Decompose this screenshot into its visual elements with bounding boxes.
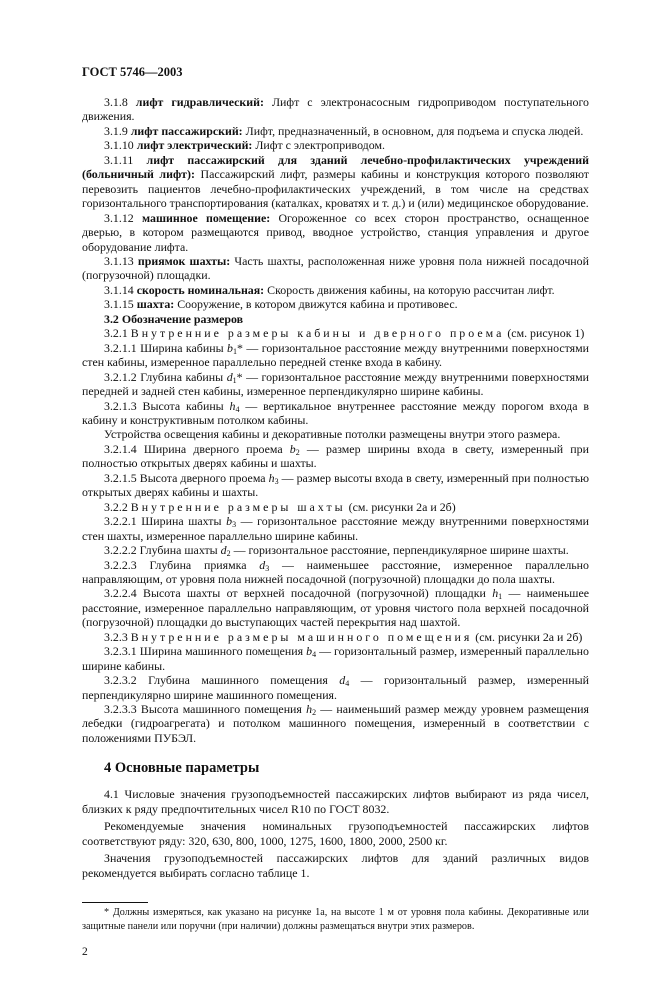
subsection-3-2-3 bbox=[82, 630, 589, 644]
section-4-title: 4 Основные параметры bbox=[104, 760, 260, 777]
para-text: 3.2.2.1 Ширина шахты bbox=[104, 514, 227, 529]
para-text: * — горизонтальное расстояние между внутренними поверхностями передней и задней стен кабины, измеренное перпендикулярно ширине кабины. bbox=[82, 369, 590, 399]
symbol-subscript: 4 bbox=[235, 404, 240, 414]
symbol-subscript: 2 bbox=[295, 447, 300, 457]
paragraph-3-2-1-1 bbox=[82, 341, 589, 370]
symbol: h bbox=[306, 702, 313, 717]
definition-3-1-15 bbox=[82, 297, 589, 311]
def-number: 3.1.13 bbox=[104, 253, 134, 268]
paragraph-3-2-2-3 bbox=[82, 558, 589, 587]
definition-3-1-12 bbox=[82, 211, 589, 254]
paragraph-3-2-2-1 bbox=[82, 514, 589, 543]
symbol-subscript: 2 bbox=[312, 708, 317, 718]
def-number: 3.1.11 bbox=[104, 152, 134, 167]
symbol-subscript: 3 bbox=[232, 520, 237, 530]
paragraph-3-2-2-4 bbox=[82, 586, 589, 629]
def-text: Лифт, предназначенный, в основном, для подъема и спуска людей. bbox=[245, 123, 584, 138]
subsection-title: Внутренние размеры машинного помещения bbox=[130, 629, 473, 644]
definition-3-1-13 bbox=[82, 254, 589, 283]
para-text: — размер ширины входа в свету, измеренный при полностью открытых дверях кабины и шахты. bbox=[82, 441, 589, 471]
def-term: лифт пассажирский: bbox=[130, 123, 243, 138]
symbol: b bbox=[226, 514, 233, 529]
figure-ref: (см. рисунки 2а и 2б) bbox=[348, 499, 456, 514]
def-text: Лифт с электроприводом. bbox=[255, 138, 385, 153]
def-term: машинное помещение: bbox=[141, 210, 271, 225]
para-text: — наименьший размер между уровнем размещения лебедки (гидроагрегата) и потолком машинного помещения, измеренный в соответствии с положениями ПУБЭЛ. bbox=[82, 702, 590, 745]
subsection-number: 3.2.1 bbox=[104, 326, 128, 341]
para-text: 3.2.3.3 Высота машинного помещения bbox=[104, 702, 307, 717]
paragraph-3-2-2-2 bbox=[82, 543, 589, 557]
symbol: h bbox=[492, 586, 499, 601]
def-text: Скорость движения кабины, на которую рассчитан лифт. bbox=[267, 282, 555, 297]
def-term: шахта: bbox=[136, 297, 175, 312]
para-text: * — горизонтальное расстояние между внутренними поверхностями стен кабины, измеренное параллельно передней стенке входа в кабину. bbox=[82, 340, 589, 370]
subsection-title: Внутренние размеры шахты bbox=[130, 499, 346, 514]
definition-3-1-10 bbox=[82, 138, 589, 152]
symbol: d bbox=[339, 673, 346, 688]
para-text: — горизонтальный размер, измеренный перпендикулярно ширине машинного помещения. bbox=[82, 673, 589, 702]
para-text: 3.2.2.4 Высота шахты от верхней посадочной (погрузочной) площадки bbox=[104, 586, 493, 601]
para-text: — горизонтальный размер, измеренный параллельно ширине кабины. bbox=[82, 644, 589, 673]
para-text: — размер высоты входа в свету, измеренный при полностью открытых дверях кабины и шахты. bbox=[82, 470, 590, 500]
def-number: 3.1.9 bbox=[104, 123, 128, 138]
footnote: * Должны измеряться, как указано на рисунке 1а, на высоте 1 м от уровня пола кабины. Декоративные или защитные панели или поручни (при наличии) должны размещаться внутри этих размеров. bbox=[82, 907, 589, 932]
paragraph-3-2-1-2 bbox=[82, 370, 589, 399]
definitions-block bbox=[82, 95, 589, 745]
symbol-subscript: 4 bbox=[345, 679, 350, 689]
para-text: — горизонтальное расстояние между внутренними поверхностями стен шахты, измеренное параллельно ширине кабины. bbox=[82, 514, 589, 543]
subsection-number: 3.2.2 bbox=[104, 499, 128, 514]
para-text: 3.2.2.3 Глубина приямка bbox=[104, 557, 260, 572]
def-text: Лифт с электронасосным гидроприводом поступательного движения. bbox=[82, 95, 589, 124]
symbol-subscript: 1 bbox=[233, 346, 237, 356]
symbol-subscript: 3 bbox=[265, 563, 270, 573]
definition-3-1-14 bbox=[82, 283, 589, 297]
para-text: 3.2.1.2 Глубина кабины bbox=[104, 369, 227, 384]
def-term: лифт электрический: bbox=[136, 138, 253, 153]
subsection-number: 3.2.3 bbox=[104, 629, 128, 644]
paragraph-3-2-1-3-note: Устройства освещения кабины и декоративные потолки размещены внутри этого размера. bbox=[104, 427, 561, 442]
def-number: 3.1.15 bbox=[104, 297, 134, 312]
page-number: 2 bbox=[82, 946, 88, 959]
subsection-3-2-2 bbox=[82, 500, 589, 514]
para-text: — горизонтальное расстояние, перпендикулярное ширине шахты. bbox=[230, 543, 569, 558]
para-text: — наименьшее расстояние, измеренное параллельно направляющим, от уровня пола нижней посадочной (погрузочной) площадки до пола шахты. bbox=[82, 557, 589, 586]
def-number: 3.1.10 bbox=[104, 138, 134, 153]
para-text: 3.2.2.2 Глубина шахты bbox=[104, 543, 221, 558]
symbol: h bbox=[229, 398, 236, 413]
symbol: b bbox=[306, 644, 313, 659]
paragraph-3-2-3-1 bbox=[82, 644, 589, 673]
symbol: b bbox=[227, 340, 233, 355]
def-text: Часть шахты, расположенная ниже уровня пола нижней посадочной (погрузочной) площадки. bbox=[82, 253, 589, 283]
para-text: 3.2.1.1 Ширина кабины bbox=[104, 340, 228, 355]
def-term: лифт гидравлический: bbox=[135, 95, 264, 109]
symbol: b bbox=[289, 441, 296, 456]
figure-ref: (см. рисунки 2а и 2б) bbox=[475, 629, 583, 644]
footnote-divider bbox=[82, 902, 148, 903]
para-text: 3.2.1.4 Ширина дверного проема bbox=[104, 441, 290, 456]
def-term: лифт пассажирский для зданий лечебно-профилактических учреждений (больничный лифт): bbox=[82, 152, 589, 182]
symbol: h bbox=[268, 470, 275, 485]
def-number: 3.1.12 bbox=[104, 210, 134, 225]
para-text: 3.2.3.2 Глубина машинного помещения bbox=[104, 673, 340, 688]
subsection-title: Внутренние размеры кабины и дверного проема bbox=[130, 326, 505, 341]
def-text: Сооружение, в котором движутся кабина и противовес. bbox=[177, 297, 458, 312]
para-text: 3.2.1.3 Высота кабины bbox=[104, 398, 230, 413]
paragraph-4-1: 4.1 Числовые значения грузоподъемностей пассажирских лифтов выбирают из ряда чисел, близких к ряду предпочтительных чисел R10 по ГОСТ 8032. bbox=[82, 787, 589, 816]
symbol-subscript: 4 bbox=[312, 650, 317, 660]
paragraph-4-1-values: Рекомендуемые значения номинальных грузоподъемностей пассажирских лифтов соответствуют ряду: 320, 630, 800, 1000, 1275, 1600, 1800, 2000, 2500 кг. bbox=[82, 819, 589, 848]
paragraph-3-2-1-3 bbox=[82, 399, 589, 428]
paragraph-3-2-3-3 bbox=[82, 702, 589, 745]
para-text: — вертикальное внутреннее расстояние между порогом входа в кабину и конструктивным потолком кабины. bbox=[82, 398, 589, 427]
para-text: 3.2.3.1 Ширина машинного помещения bbox=[104, 644, 307, 659]
para-text: — наименьшее расстояние, измеренное параллельно направляющим, от уровня чистого пола верхней посадочной (погрузочной) площадки до выступающих частей перекрытия над шахтой. bbox=[82, 586, 589, 630]
paragraph-3-2-1-5 bbox=[82, 471, 589, 500]
def-term: скорость номинальная: bbox=[136, 282, 265, 297]
paragraph-4-1-table-ref: Значения грузоподъемностей пассажирских лифтов для зданий различных видов рекомендуется выбирать согласно таблице 1. bbox=[82, 851, 589, 880]
symbol-subscript: 3 bbox=[274, 476, 279, 486]
document-header: ГОСТ 5746—2003 bbox=[82, 65, 183, 79]
definition-3-1-11 bbox=[82, 153, 589, 211]
def-text: Огороженное со всех сторон пространство, оснащенное дверью, в котором размещаются привод, вводное устройство, станция управления и другое оборудование лифта. bbox=[82, 210, 589, 254]
symbol-subscript: 1 bbox=[498, 592, 503, 602]
symbol: d bbox=[259, 557, 266, 572]
section-4 bbox=[82, 759, 589, 880]
paragraph-3-2-3-2 bbox=[82, 673, 589, 702]
section-3-2-title: 3.2 Обозначение размеров bbox=[104, 311, 244, 326]
para-text: 3.2.1.5 Высота дверного проема bbox=[104, 470, 269, 485]
def-number: 3.1.14 bbox=[104, 282, 134, 297]
symbol: d bbox=[226, 369, 233, 384]
symbol-subscript: 1 bbox=[232, 375, 237, 385]
paragraph-3-2-1-4 bbox=[82, 442, 589, 471]
subsection-3-2-1 bbox=[82, 326, 589, 340]
def-text: Пассажирский лифт, размеры кабины и конструкция которого позволяют перевозить пациентов лечебно-профилактических учреждений, в том числе на средствах горизонтального транспортирования (каталках, кроватях и т. д.) и (или) медицинское оборудование. bbox=[82, 167, 589, 211]
def-number: 3.1.8 bbox=[104, 95, 128, 109]
symbol-subscript: 2 bbox=[226, 549, 231, 559]
def-term: приямок шахты: bbox=[137, 253, 231, 268]
definition-3-1-9 bbox=[82, 124, 589, 138]
definition-3-1-8 bbox=[82, 95, 589, 124]
symbol: d bbox=[220, 543, 227, 558]
figure-ref: (см. рисунок 1) bbox=[507, 326, 585, 341]
